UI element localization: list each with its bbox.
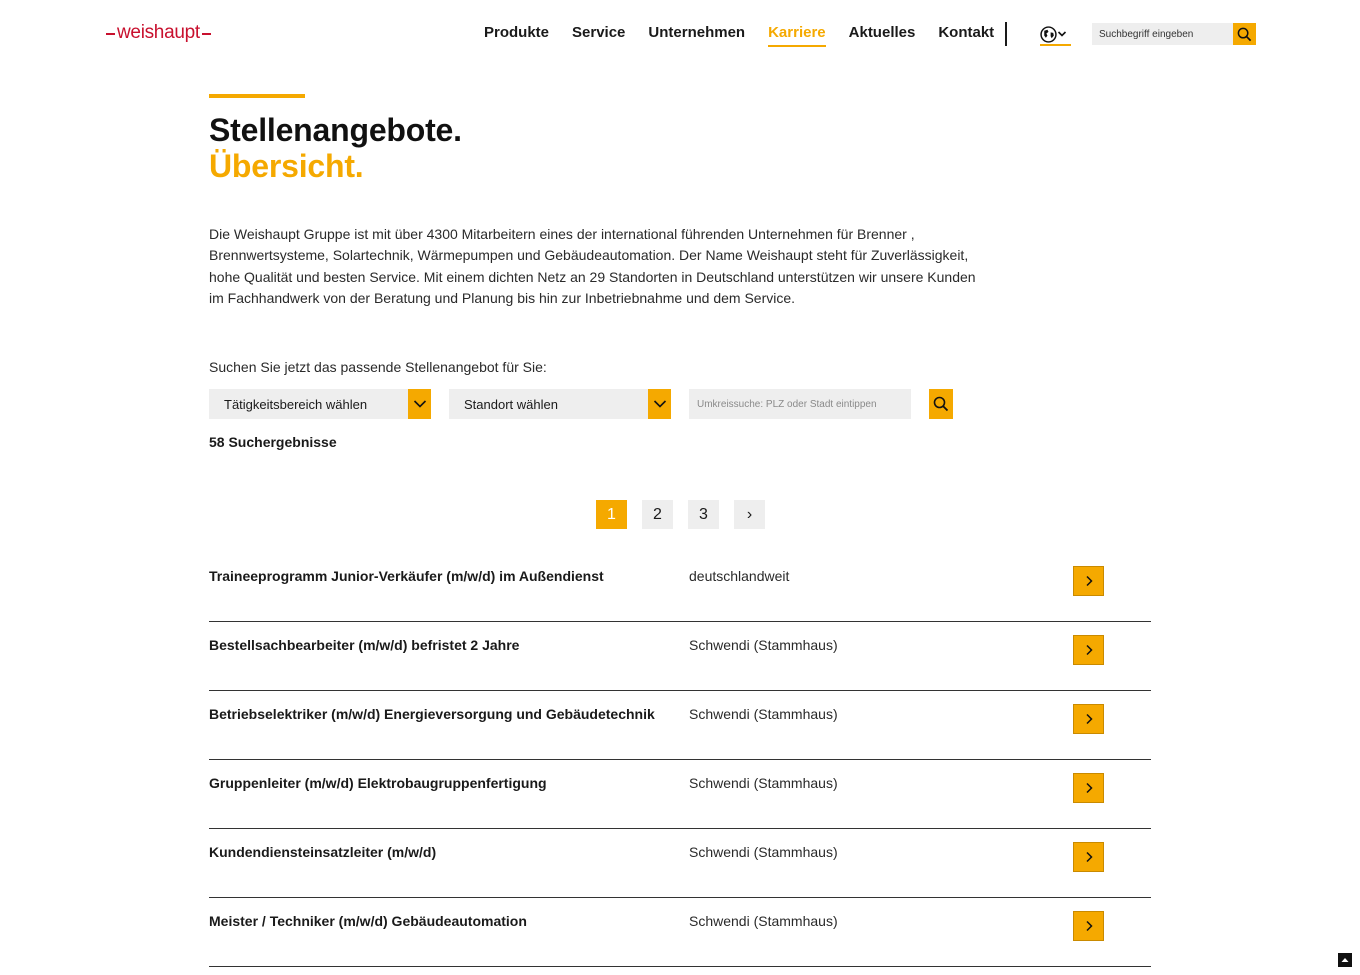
nav-item-service[interactable]: Service (572, 24, 626, 41)
job-row (209, 760, 1151, 829)
globe-icon (1040, 26, 1057, 43)
job-title[interactable]: Gruppenleiter (m/w/d) Elektrobaugruppenfertigung (209, 775, 547, 791)
pagination (596, 500, 780, 529)
chevron-right-icon (1084, 851, 1094, 863)
job-row (209, 553, 1151, 622)
job-location: Schwendi (Stammhaus) (689, 844, 838, 860)
radius-search-input[interactable] (689, 389, 911, 419)
job-open-button[interactable] (1073, 911, 1104, 941)
job-row (209, 898, 1151, 967)
results-count: 58 Suchergebnisse (209, 434, 337, 450)
job-location: Schwendi (Stammhaus) (689, 706, 838, 722)
chevron-down-icon (1057, 26, 1067, 43)
page-subtitle: Übersicht. (209, 148, 364, 184)
scroll-to-top-button[interactable] (1338, 953, 1352, 967)
nav-item-unternehmen[interactable]: Unternehmen (648, 24, 746, 41)
category-select-toggle[interactable] (408, 389, 431, 419)
language-selector[interactable] (1040, 26, 1071, 46)
job-row (209, 829, 1151, 898)
main-nav (484, 24, 1017, 47)
job-open-button[interactable] (1073, 773, 1104, 803)
nav-divider (1005, 22, 1007, 46)
job-location: Schwendi (Stammhaus) (689, 637, 838, 653)
job-title[interactable]: Bestellsachbearbeiter (m/w/d) befristet 2 Jahre (209, 637, 520, 653)
chevron-down-icon (413, 399, 427, 409)
nav-item-produkte[interactable]: Produkte (484, 24, 550, 41)
job-search-label: Suchen Sie jetzt das passende Stellenangebot für Sie: (209, 359, 547, 375)
chevron-right-icon (1084, 782, 1094, 794)
job-location: Schwendi (Stammhaus) (689, 913, 838, 929)
chevron-right-icon (1084, 920, 1094, 932)
page-title: Stellenangebote. (209, 112, 462, 148)
logo-dash-left (106, 33, 115, 35)
job-location: deutschlandweit (689, 568, 790, 584)
nav-item-kontakt[interactable]: Kontakt (938, 24, 995, 41)
logo-dash-right (202, 33, 211, 35)
site-search-input[interactable] (1092, 23, 1233, 45)
category-select-label: Tätigkeitsbereich wählen (224, 396, 368, 412)
page-2[interactable]: 2 (642, 500, 673, 529)
location-select[interactable] (449, 389, 671, 419)
title-accent-bar (209, 94, 305, 98)
job-title[interactable]: Traineeprogramm Junior-Verkäufer (m/w/d) im Außendienst (209, 568, 604, 584)
site-search (1092, 23, 1256, 45)
job-open-button[interactable] (1073, 704, 1104, 734)
job-title[interactable]: Kundendiensteinsatzleiter (m/w/d) (209, 844, 437, 860)
job-open-button[interactable] (1073, 635, 1104, 665)
location-select-label: Standort wählen (464, 396, 558, 412)
chevron-down-icon (653, 399, 667, 409)
job-open-button[interactable] (1073, 566, 1104, 596)
job-title[interactable]: Betriebselektriker (m/w/d) Energieversorgung und Gebäudetechnik (209, 706, 655, 722)
page-1[interactable]: 1 (596, 500, 627, 529)
category-select[interactable] (209, 389, 431, 419)
next-page-button[interactable]: › (734, 500, 765, 529)
job-title[interactable]: Meister / Techniker (m/w/d) Gebäudeautomation (209, 913, 527, 929)
nav-item-aktuelles[interactable]: Aktuelles (848, 24, 916, 41)
intro-text: Die Weishaupt Gruppe ist mit über 4300 Mitarbeitern eines der international führenden Unternehmen für Brenner , Brennwertsysteme, Solartechnik, Wärmepumpen und Gebäudeautomation. Der Name Weishaupt steht für Zuverlässigkeit, hohe Qualität und besten Service. Mit einem dichten Netz an 29 Standorten in Deutschland unterstützen wir unsere Kunden im Fachhandwerk von der Beratung und Planung bis hin zur Inbetriebnahme und dem Service. (209, 226, 976, 306)
nav-item-karriere[interactable]: Karriere (768, 24, 826, 47)
weishaupt-logo[interactable] (104, 22, 213, 44)
location-select-toggle[interactable] (648, 389, 671, 419)
logo-text: weishaupt (117, 22, 200, 43)
job-list (209, 553, 1151, 967)
site-header (0, 0, 1360, 70)
search-icon (933, 396, 949, 412)
job-search-button[interactable] (929, 389, 953, 419)
chevron-right-icon (1084, 713, 1094, 725)
chevron-up-icon (1341, 957, 1349, 963)
page-3[interactable]: 3 (688, 500, 719, 529)
job-open-button[interactable] (1073, 842, 1104, 872)
site-search-button[interactable] (1233, 23, 1256, 45)
chevron-right-icon (1084, 644, 1094, 656)
chevron-right-icon (1084, 575, 1094, 587)
search-icon (1237, 27, 1252, 42)
job-row (209, 622, 1151, 691)
job-row (209, 691, 1151, 760)
job-location: Schwendi (Stammhaus) (689, 775, 838, 791)
